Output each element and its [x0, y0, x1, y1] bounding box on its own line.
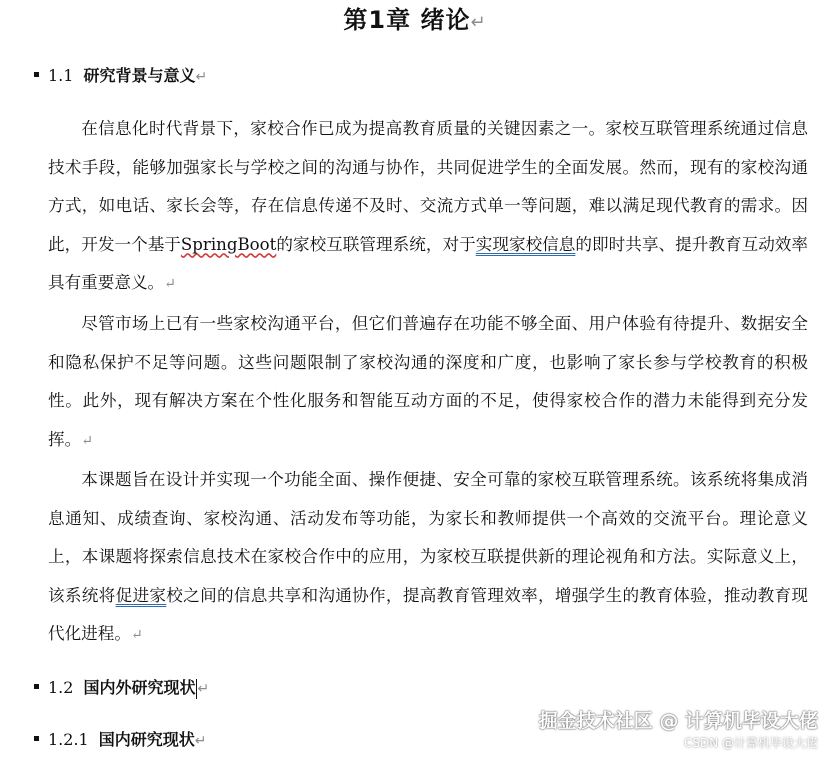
- paragraph-3: [48, 461, 808, 655]
- chapter-title: [0, 4, 830, 39]
- heading-bullet: [34, 684, 39, 689]
- paragraph-1-text-c: 的即时共享、提升教育互动效率具有重要意义。: [48, 234, 809, 292]
- section-heading-1-1: [34, 64, 207, 89]
- section-number: 1.1: [48, 66, 74, 85]
- paragraph-3-text-b: 校之间的信息共享和沟通协作，提高教育管理效率，增强学生的教育体验，推动教育现代化进程。: [48, 585, 809, 643]
- paragraph-mark: ↵: [130, 627, 143, 643]
- section-number: 1.2: [48, 678, 74, 697]
- section-title: 国内研究现状: [98, 730, 195, 749]
- paragraph-1-text-a: 在信息化时代背景下，家校合作已成为提高教育质量的关键因素之一。家校互联管理系统通过信息技术手段，能够加强家长与学校之间的沟通与协作，共同促进学生的全面发展。然而，现有的家校沟通方式，如电话、家长会等，存在信息传递不及时、交流方式单一等问题，难以满足现代教育的需求。因此，开发一个基于: [48, 119, 808, 254]
- section-title: 研究背景与意义: [83, 66, 196, 85]
- paragraph-mark: ↵: [195, 69, 208, 85]
- watermark-sub: CSDN @计算机毕设大佬: [683, 736, 818, 750]
- paragraph-mark: ↵: [81, 432, 93, 449]
- spellcheck-word: SpringBoot: [180, 234, 277, 254]
- section-heading-1-2: [34, 676, 209, 701]
- paragraph-mark: ↵: [194, 733, 207, 749]
- section-title: 国内外研究现状: [83, 678, 196, 697]
- paragraph-mark: ↵: [164, 276, 176, 292]
- watermark-main: 掘金技术社区 @ 计算机毕设大佬: [538, 710, 818, 732]
- grammar-underline: 促进家: [115, 585, 167, 605]
- paragraph-mark: ↵: [197, 681, 210, 697]
- paragraph-mark: ↵: [470, 12, 487, 33]
- chapter-title-text: 第1章 绪论: [343, 6, 471, 34]
- paragraph-2-text: 尽管市场上已有一些家校沟通平台，但它们普遍存在功能不够全面、用户体验有待提升、数据安全和隐私保护不足等问题。这些问题限制了家校沟通的深度和广度，也影响了家长参与学校教育的积极性。此外，现有解决方案在个性化服务和智能互动方面的不足，使得家校合作的潜力未能得到充分发挥。: [48, 314, 808, 449]
- paragraph-1-text-b: 的家校互联管理系统，对于: [276, 234, 476, 254]
- section-heading-1-2-1: [34, 728, 206, 753]
- paragraph-2: [48, 305, 808, 460]
- heading-bullet: [34, 72, 39, 77]
- paragraph-3-text-a: 本课题旨在设计并实现一个功能全面、操作便捷、安全可靠的家校互联管理系统。该系统将集成消息通知、成绩查询、家校沟通、活动发布等功能，为家长和教师提供一个高效的交流平台。理论意义上，本课题将探索信息技术在家校合作中的应用，为家校互联提供新的理论视角和方法。实际意义上，该系统将: [48, 470, 808, 605]
- section-number: 1.2.1: [48, 730, 89, 749]
- grammar-underline: 实现家校信息: [475, 234, 576, 254]
- paragraph-1: [48, 110, 808, 304]
- heading-bullet: [34, 736, 39, 741]
